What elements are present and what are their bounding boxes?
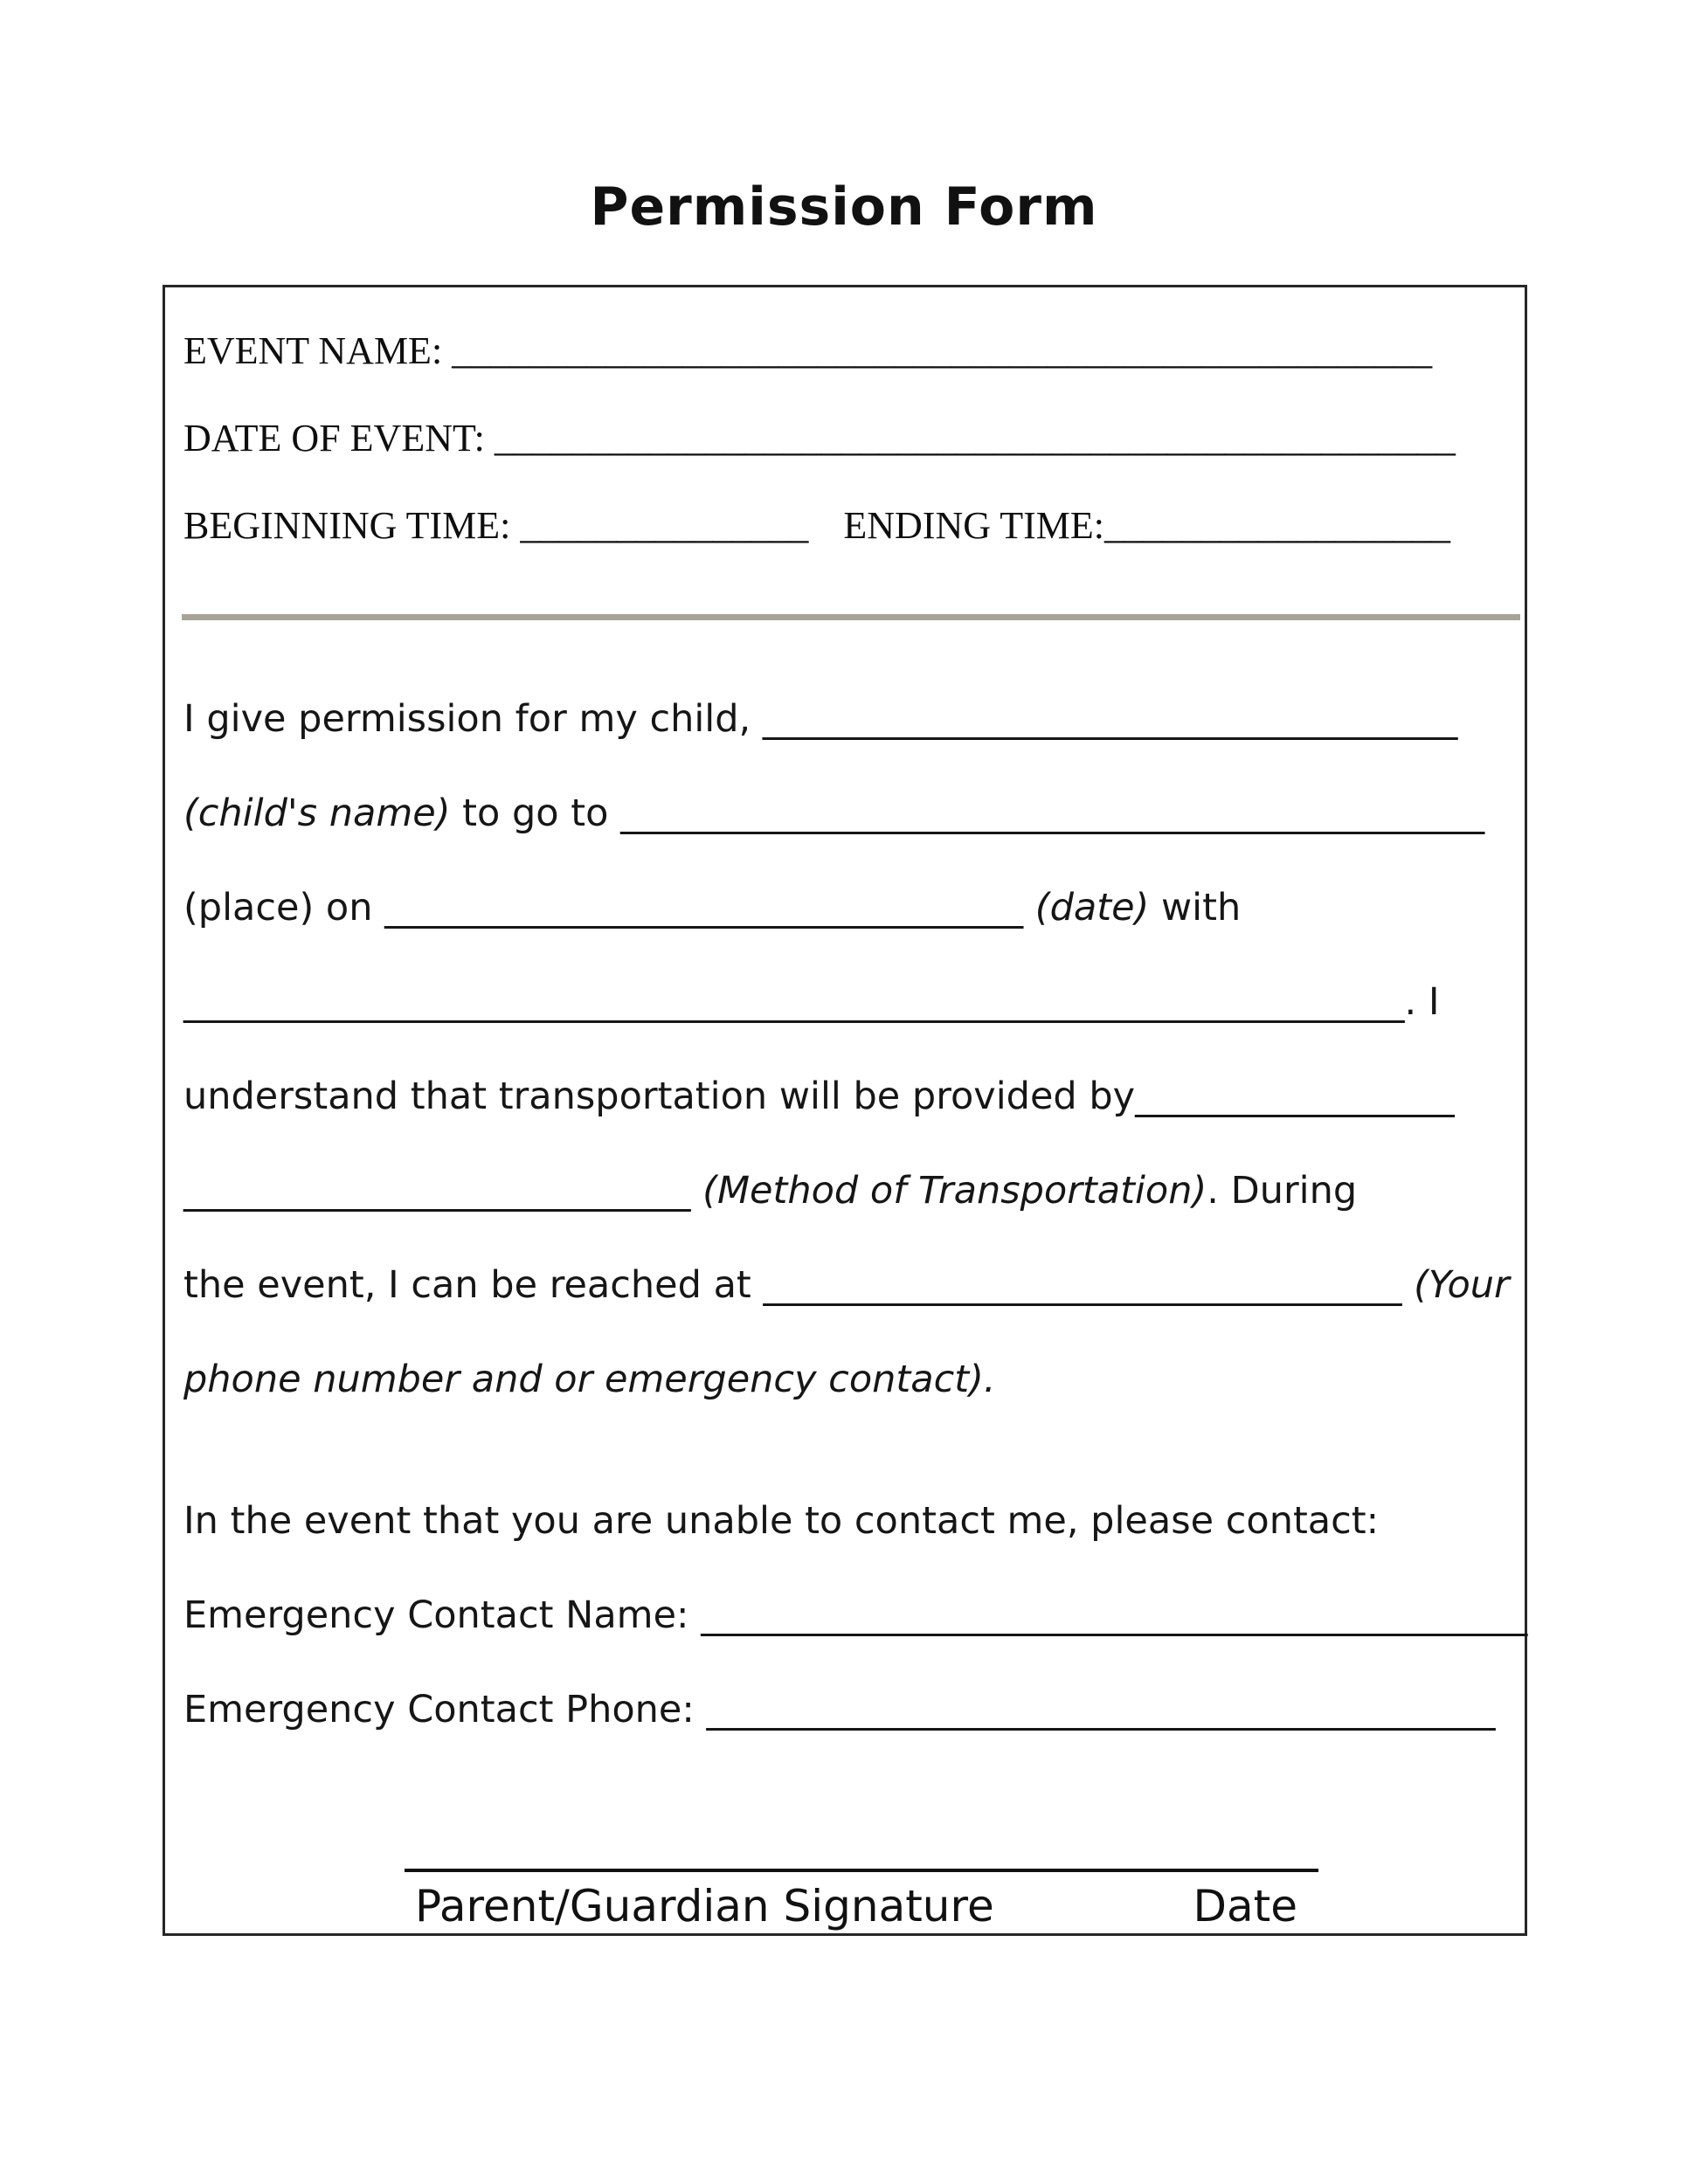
date-blank: __________________________________ [384, 886, 1024, 930]
emergency-intro-text: In the event that you are unable to contact me, please contact: [183, 1499, 1380, 1543]
page-title: Permission Form [590, 176, 1098, 238]
ending-time-blank: __________________ [1103, 504, 1450, 547]
transportation-blank-2: ___________________________ [183, 1169, 691, 1213]
child-name-blank: _____________________________________ [762, 697, 1458, 741]
permission-line-4 [183, 955, 1510, 1049]
date-caption: (date) [1023, 886, 1150, 930]
date-label: Date [1193, 1881, 1297, 1932]
place-caption: (place) on [183, 886, 385, 930]
permission-line-8 [183, 1332, 1510, 1427]
place-blank: ______________________________________________ [620, 791, 1485, 835]
line2-text: to go to [450, 791, 621, 835]
permission-line-3 [183, 860, 1510, 955]
beginning-time-blank: _______________ [520, 504, 809, 547]
ending-time-label: ENDING TIME: [843, 504, 1104, 547]
event-name-label: EVENT NAME: [183, 329, 453, 372]
emergency-name-label: Emergency Contact Name: [183, 1593, 702, 1637]
emergency-name-row [183, 1568, 1527, 1662]
your-phone-caption-start: (Your [1401, 1263, 1510, 1307]
child-name-caption: (child's name) [183, 791, 451, 835]
permission-paragraph [183, 672, 1510, 1427]
line3-text: with [1149, 886, 1242, 930]
emergency-phone-label: Emergency Contact Phone: [183, 1688, 707, 1731]
line5-text: understand that transportation will be provided by [183, 1075, 1136, 1118]
emergency-phone-row [183, 1662, 1527, 1757]
field-event-name [183, 327, 1432, 376]
transportation-blank-1: _________________ [1135, 1075, 1455, 1118]
your-phone-caption-end: phone number and or emergency contact). [183, 1358, 996, 1401]
field-date-of-event [183, 414, 1456, 463]
line4-text: . I [1404, 980, 1440, 1024]
chaperone-blank: _________________________________________________________________ [183, 980, 1405, 1024]
reached-at-blank: __________________________________ [763, 1263, 1402, 1307]
event-name-blank: ___________________________________________________ [452, 329, 1433, 372]
line1-text: I give permission for my child, [183, 697, 763, 741]
date-of-event-label: DATE OF EVENT: [183, 417, 495, 460]
form-border-box [163, 285, 1527, 1936]
emergency-phone-blank: __________________________________________ [706, 1688, 1496, 1731]
date-of-event-blank: __________________________________________________ [494, 417, 1456, 460]
beginning-time-label: BEGINNING TIME: [183, 504, 521, 547]
line6-text: . During [1207, 1169, 1358, 1213]
signature-labels-row [405, 1872, 1318, 1932]
signature-block [405, 1869, 1318, 1932]
parent-guardian-signature-label: Parent/Guardian Signature [415, 1881, 994, 1932]
emergency-name-blank: ____________________________________________ [701, 1593, 1528, 1637]
permission-line-1 [183, 672, 1510, 766]
field-times [183, 501, 1450, 550]
emergency-contact-section [183, 1474, 1527, 1757]
permission-line-5 [183, 1049, 1510, 1144]
method-of-transportation-caption: (Method of Transportation) [690, 1169, 1207, 1213]
line7-text: the event, I can be reached at [183, 1263, 764, 1307]
permission-line-7 [183, 1238, 1510, 1332]
permission-line-2 [183, 766, 1510, 860]
permission-line-6 [183, 1144, 1510, 1238]
emergency-intro-line [183, 1474, 1527, 1568]
section-divider [182, 614, 1520, 620]
